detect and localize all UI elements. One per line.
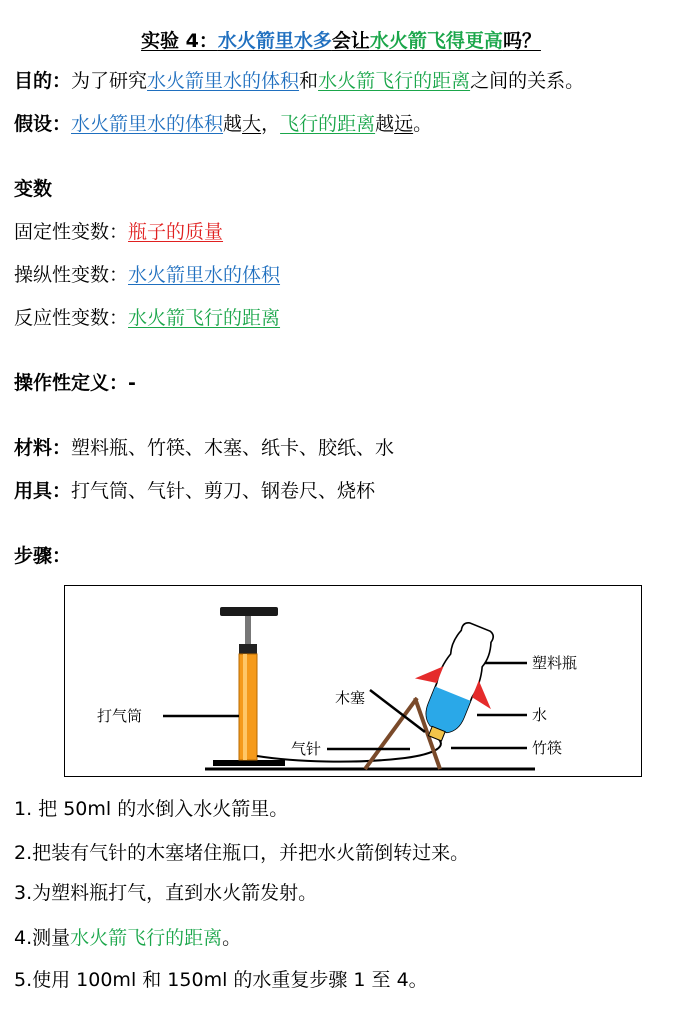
label-cork: 木塞 bbox=[335, 689, 366, 707]
objective-text-1: 为了研究 bbox=[71, 70, 148, 92]
hypothesis-big: 大 bbox=[242, 113, 262, 135]
tools-value: 打气筒、气针、剪刀、钢卷尺、烧杯 bbox=[71, 480, 376, 502]
objective-green: 水火箭飞行的距离 bbox=[318, 70, 471, 92]
label-water: 水 bbox=[532, 706, 548, 724]
hypothesis-comma: ， bbox=[261, 113, 281, 135]
materials-value: 塑料瓶、竹筷、木塞、纸卡、胶纸、水 bbox=[71, 437, 395, 459]
pump-handle bbox=[220, 607, 278, 616]
steps-heading: 步骤： bbox=[14, 545, 72, 567]
pump-base bbox=[213, 760, 285, 766]
hypothesis-far: 远 bbox=[394, 113, 414, 135]
pump-rod bbox=[245, 616, 251, 644]
label-pump: 打气筒 bbox=[97, 707, 143, 725]
pump-top-cap bbox=[239, 644, 257, 654]
objective-text-5: 之间的关系。 bbox=[470, 70, 585, 92]
hypothesis-text-6: 越 bbox=[375, 113, 395, 135]
pump-cylinder bbox=[239, 654, 257, 760]
objective-blue: 水火箭里水的体积 bbox=[147, 70, 300, 92]
title-blue-phrase: 水火箭里水多 bbox=[217, 30, 332, 52]
step-4-prefix: 4.测量 bbox=[14, 927, 71, 949]
label-bottle: 塑料瓶 bbox=[532, 654, 578, 672]
apparatus-illustration bbox=[65, 586, 643, 778]
fixed-variable-label: 固定性变数： bbox=[14, 221, 129, 243]
manipulated-variable-value: 水火箭里水的体积 bbox=[128, 264, 281, 286]
step-5: 5.使用 100ml 和 150ml 的水重复步骤 1 至 4。 bbox=[14, 969, 428, 991]
materials-label: 材料： bbox=[14, 437, 72, 459]
fixed-variable-line bbox=[14, 219, 223, 245]
pump-highlight bbox=[243, 654, 247, 760]
fixed-variable-value: 瓶子的质量 bbox=[128, 221, 224, 243]
label-needle: 气针 bbox=[291, 740, 322, 758]
operational-label: 操作性定义： bbox=[14, 372, 129, 394]
step-4-highlight: 水火箭飞行的距离 bbox=[70, 927, 223, 949]
objective-label: 目的： bbox=[14, 70, 72, 92]
operational-definition-line bbox=[14, 370, 136, 396]
responding-variable-label: 反应性变数： bbox=[14, 307, 129, 329]
variables-heading: 变数 bbox=[14, 178, 53, 200]
operational-value: - bbox=[128, 372, 136, 394]
hypothesis-period: 。 bbox=[413, 113, 433, 135]
responding-variable-value: 水火箭飞行的距离 bbox=[128, 307, 281, 329]
title-green-phrase: 水火箭飞得更高 bbox=[369, 30, 503, 52]
responding-variable-line bbox=[14, 305, 280, 331]
bottle bbox=[397, 612, 518, 754]
step-4-suffix: 。 bbox=[222, 927, 242, 949]
objective-line bbox=[14, 68, 584, 94]
hypothesis-line bbox=[14, 111, 432, 137]
tools-label: 用具： bbox=[14, 480, 72, 502]
step-1: 1. 把 50ml 的水倒入水火箭里。 bbox=[14, 798, 289, 820]
title-connector: 会让 bbox=[331, 30, 370, 52]
hypothesis-text-2: 越 bbox=[223, 113, 243, 135]
step-3: 3.为塑料瓶打气，直到水火箭发射。 bbox=[14, 882, 318, 904]
manipulated-variable-label: 操纵性变数： bbox=[14, 264, 129, 286]
manipulated-variable-line bbox=[14, 262, 280, 288]
title-suffix: 吗？ bbox=[502, 30, 541, 52]
step-4 bbox=[14, 925, 241, 951]
apparatus-figure bbox=[64, 585, 642, 777]
hypothesis-label: 假设： bbox=[14, 113, 72, 135]
title-prefix: 实验 4： bbox=[141, 30, 218, 52]
objective-text-3: 和 bbox=[299, 70, 319, 92]
hypothesis-green: 飞行的距离 bbox=[280, 113, 376, 135]
materials-line bbox=[14, 435, 394, 461]
page-title bbox=[0, 26, 682, 53]
tools-line bbox=[14, 478, 375, 504]
step-2: 2.把装有气针的木塞堵住瓶口，并把水火箭倒转过来。 bbox=[14, 842, 470, 864]
hypothesis-blue: 水火箭里水的体积 bbox=[71, 113, 224, 135]
label-chopstick: 竹筷 bbox=[532, 739, 563, 757]
